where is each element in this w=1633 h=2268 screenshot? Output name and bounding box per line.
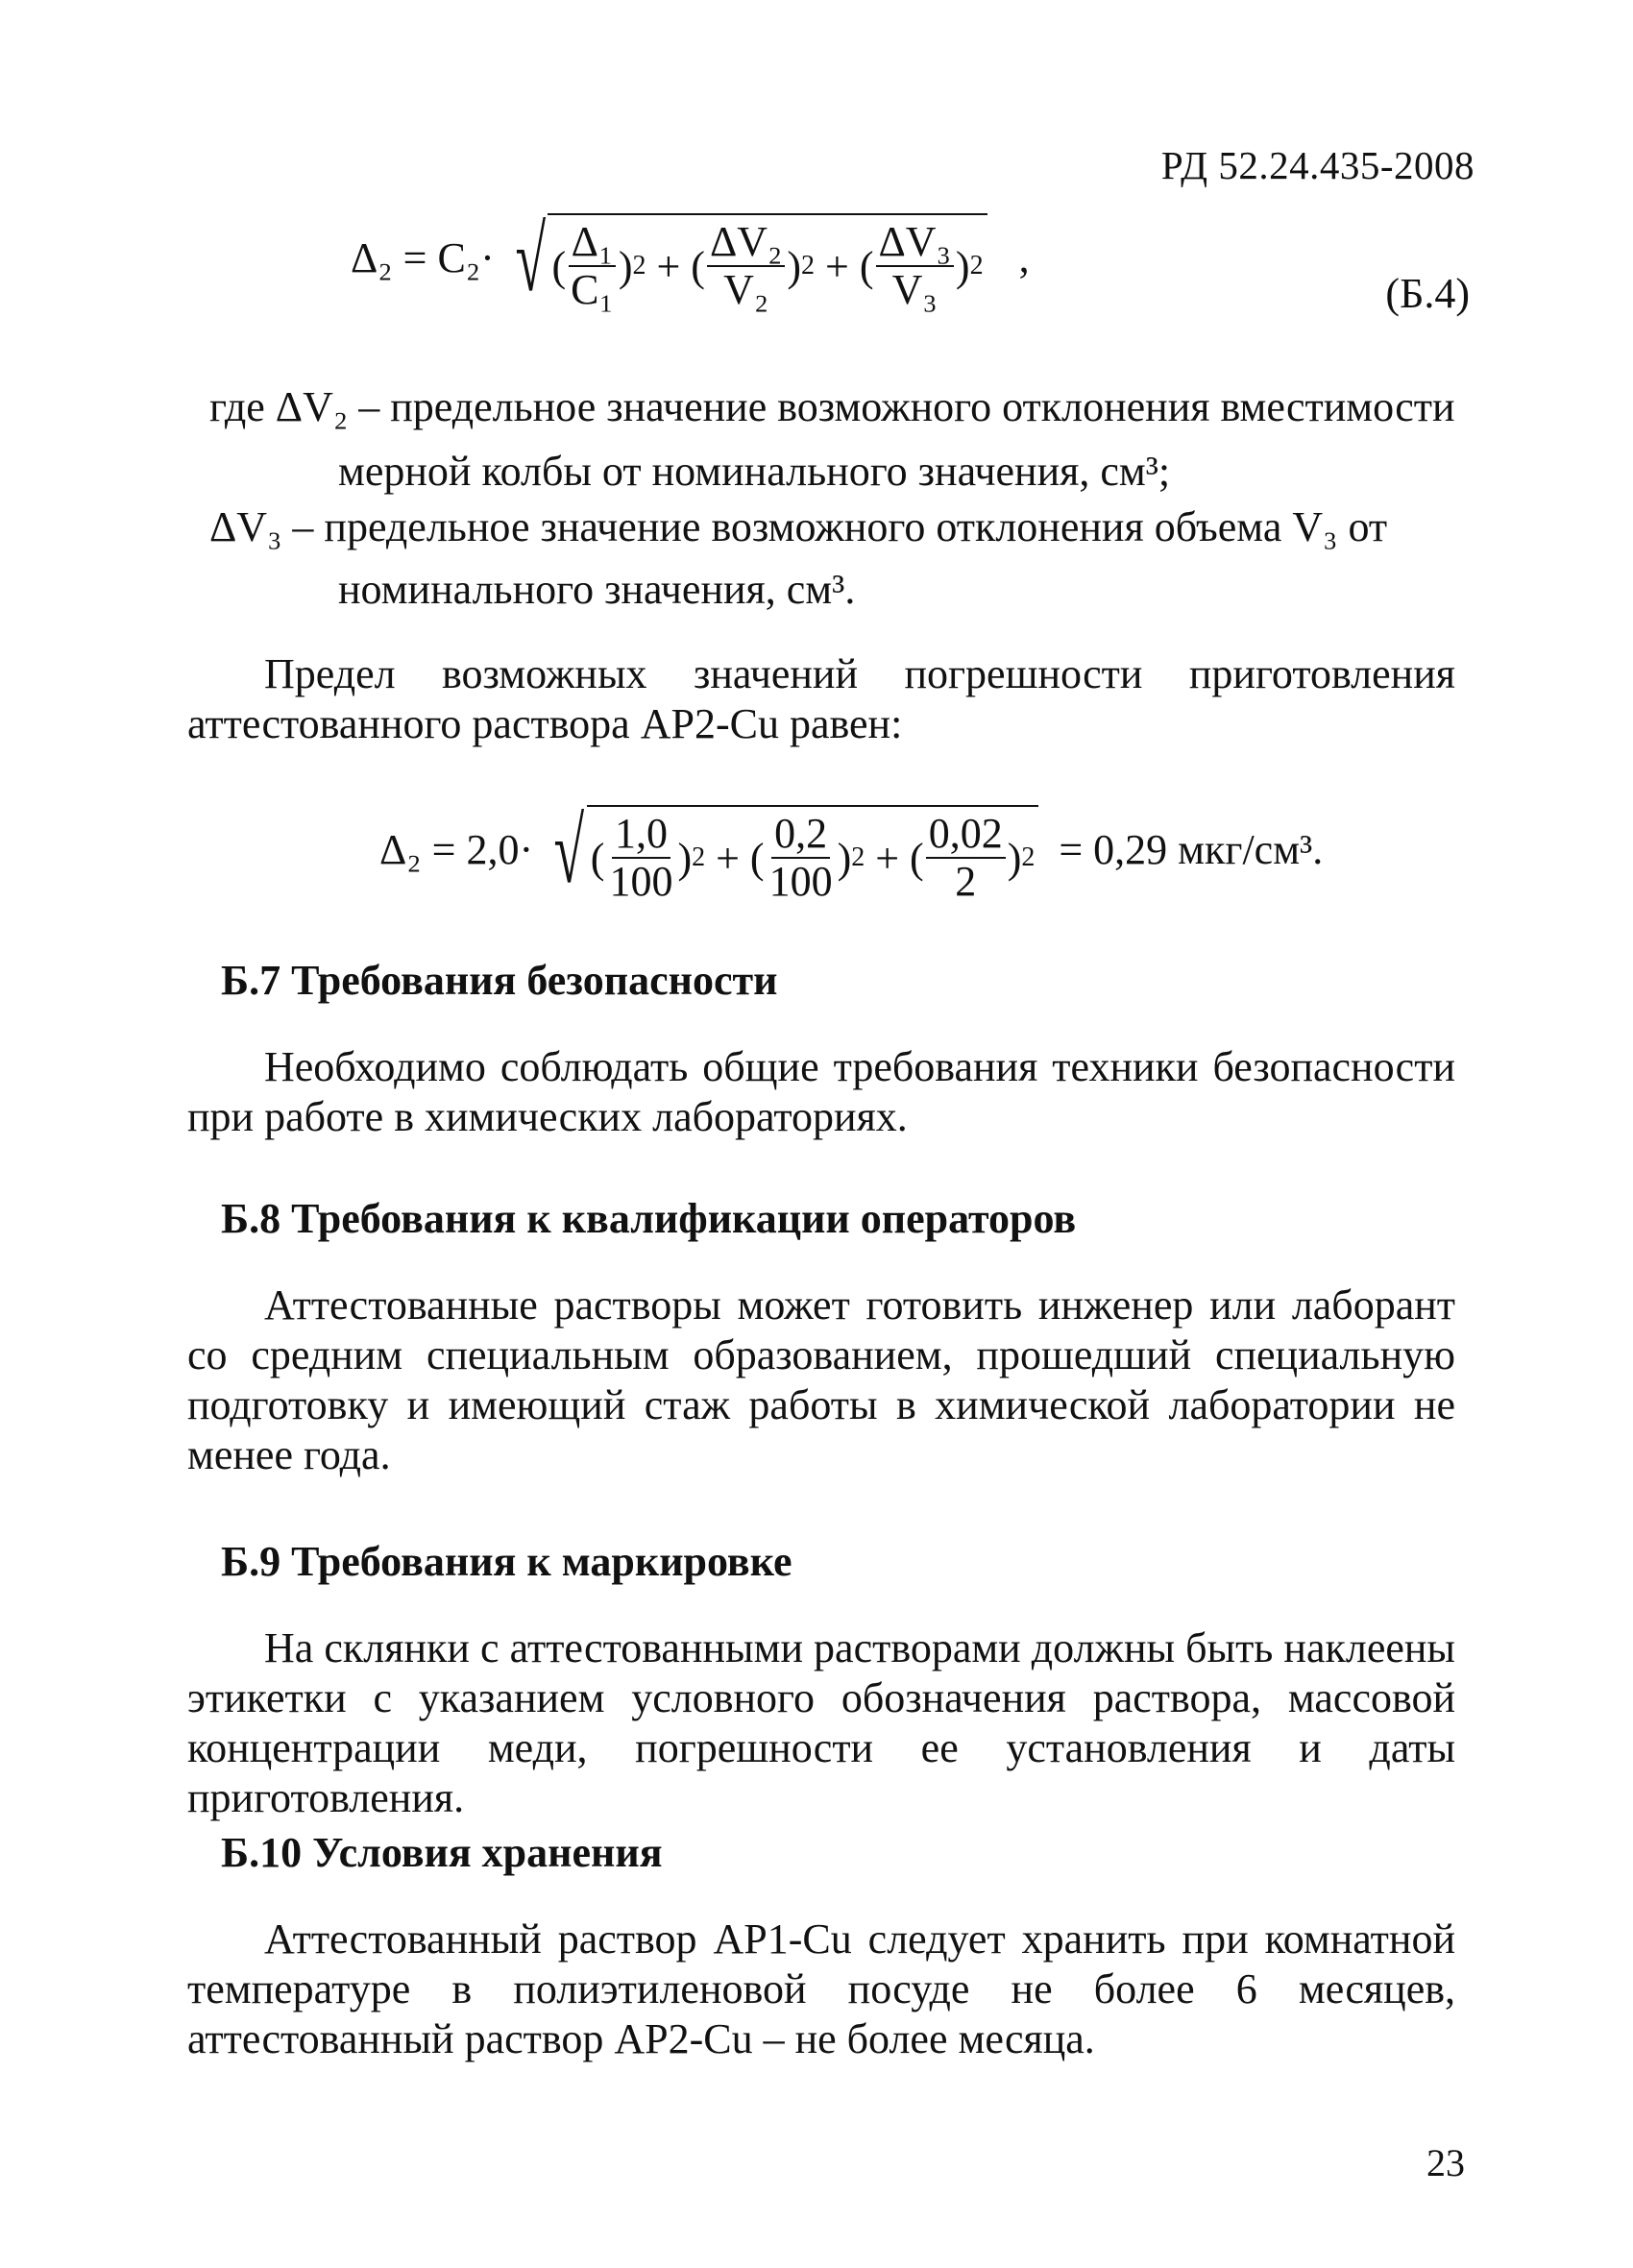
heading-b9: Б.9 Требования к маркировке [221,1538,792,1585]
paragraph-b8: Аттестованные растворы может готовить инженер или лаборант со средним специальным образованием, прошедший специальную подготовку и имеющий стаж работы в химической лаборатории не менее года. [187,1281,1455,1478]
formula-b4-sqrt: √ ( $\frac{\text{Δ₁}}{\text{C₁}}$ ) 2 + ( $\frac{\text{ΔV₂}}{\text{V₂}}$ ) 2 + ( $\frac{\text{ΔV₃}}{\text{V₃}}$ ) 2 [505,213,987,311]
formula-calc-sqrt: √ ( $\frac{1,0}{100}$ ) 2 + ( $\frac{0,2}{100}$ ) 2 + ( $\frac{0,02}{2}$ ) 2 [544,805,1038,903]
formula-b4-lhs: Δ₂ = C₂· [351,234,495,282]
document-code: РД 52.24.435-2008 [1160,143,1475,187]
radical-sign: √ [553,799,585,902]
heading-b10: Б.10 Условия хранения [221,1829,663,1876]
formula-calc [379,799,1324,905]
where-item-1 [209,382,1455,431]
calc-term3-num: 0,02 [926,813,1006,859]
formula-calc-result: = 0,29 мкг/см³. [1059,826,1324,874]
where-lead: где [209,383,265,430]
calc-term2-num: 0,2 [771,813,830,859]
b4-term3-den: V₃ [891,266,938,313]
formula-b4-comma: , [1018,234,1030,282]
paragraph-b9: На склянки с аттестованными растворами должны быть наклеены этикетки с указанием условного обозначения раствора, массовой концентрации меди, погрешности ее установления и даты приготовления. [187,1624,1455,1821]
where-item-1-cont: мерной колбы от номинального значения, см³; [338,448,1171,495]
page-number: 23 [1426,2141,1465,2184]
heading-b8: Б.8 Требования к квалификации операторов [221,1195,1077,1242]
delta-v2-symbol: ΔV₂ [275,383,349,430]
paragraph-b7: Необходимо соблюдать общие требования техники безопасности при работе в химических лабораториях. [187,1043,1455,1140]
radical-sign: √ [515,207,546,310]
delta-v3-symbol: ΔV₃ [209,503,282,550]
paragraph-limit: Предел возможных значений погрешности приготовления аттестованного раствора АР2-Cu равен: [187,650,1455,747]
where-item-2 [209,502,1387,551]
calc-term2-den: 100 [768,858,833,905]
b4-term3-num: ΔV₃ [876,221,954,267]
where-item-1-desc: – предельное значение возможного отклонения вместимости [358,383,1455,430]
paragraph-b10: Аттестованный раствор АР1-Cu следует хранить при комнатной температуре в полиэтиленовой посуде не более 6 месяцев, аттестованный раствор АР2-Cu – не более месяца. [187,1915,1455,2062]
formula-b4 [351,207,1030,313]
b4-term2-den: V₂ [723,266,769,313]
calc-term1-num: 1,0 [612,813,670,859]
heading-b7: Б.7 Требования безопасности [221,957,778,1004]
where-item-2-cont: номинального значения, см³. [338,566,856,613]
calc-term3-den: 2 [955,858,977,905]
b4-term1-num: Δ₁ [569,221,617,267]
b4-term1-den: C₁ [571,266,614,313]
calc-term1-den: 100 [609,858,673,905]
equation-number: (Б.4) [1385,270,1470,317]
where-item-2-desc: – предельное значение возможного отклонения объема V₃ от [292,503,1388,550]
b4-term2-num: ΔV₂ [707,221,785,267]
formula-calc-lhs: Δ₂ = 2,0· [379,826,534,874]
